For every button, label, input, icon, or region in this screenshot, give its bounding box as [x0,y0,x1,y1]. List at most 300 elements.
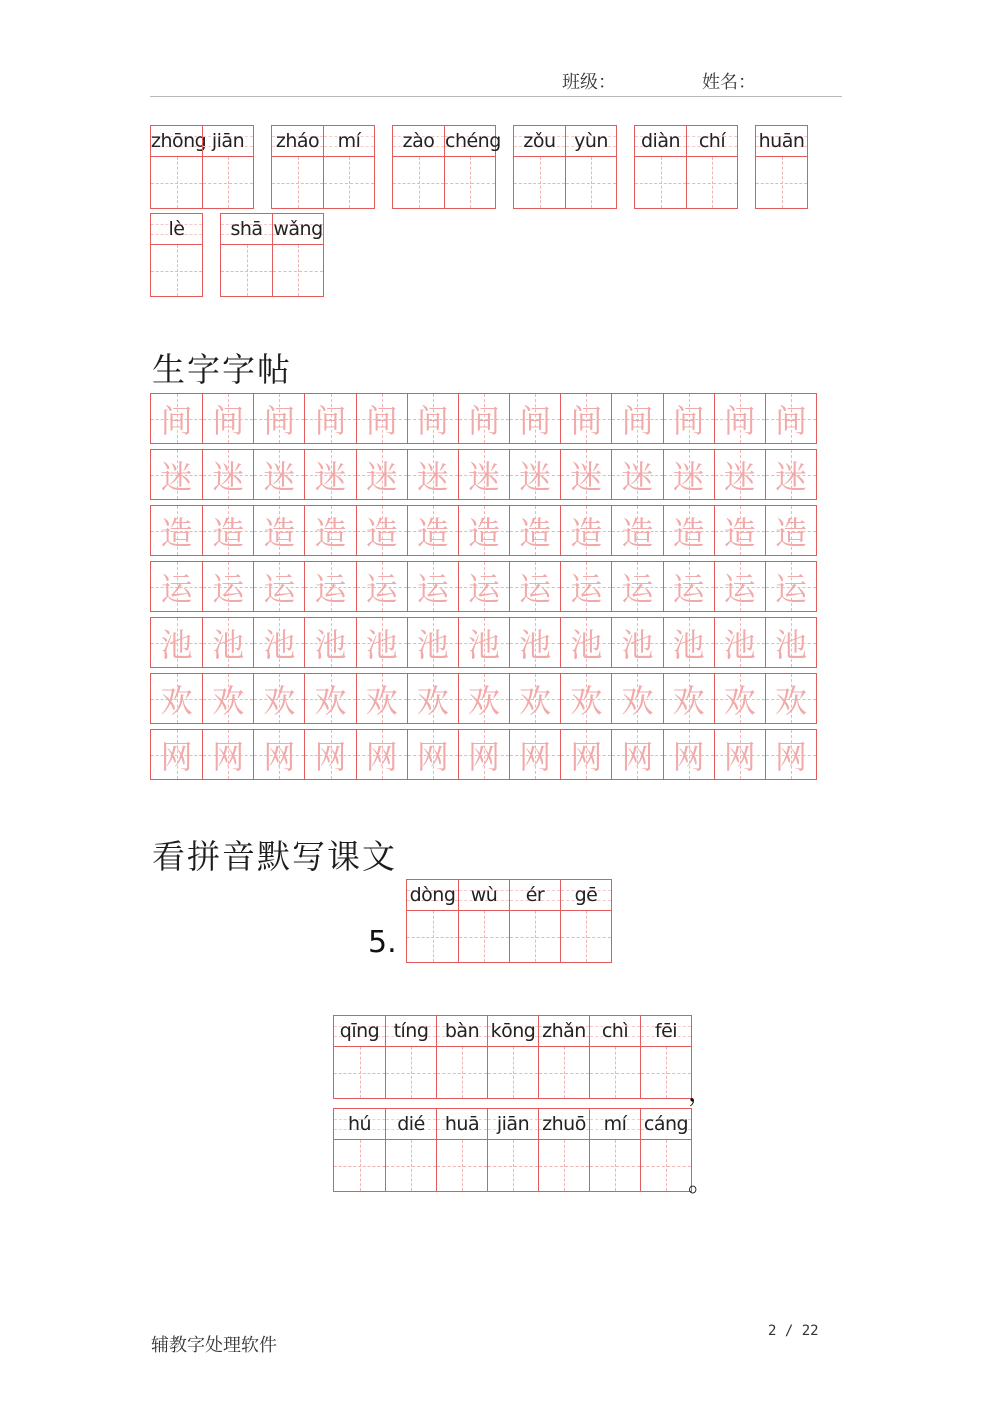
tian-grid [151,156,202,208]
tian-grid [445,156,495,208]
tian-grid [687,156,737,208]
tian-grid [386,1139,436,1191]
trace-cell[interactable] [560,562,611,611]
char-writing-cell[interactable] [560,880,611,962]
char-writing-cell[interactable] [334,1016,385,1098]
trace-character: 欢 [723,681,756,720]
pinyin-syllable: cáng [643,1113,689,1135]
pinyin-syllable: wǎng [273,218,323,240]
trace-character: 造 [212,513,245,552]
tian-grid [393,156,444,208]
pinyin-syllable: tíng [393,1020,429,1042]
copybook-row [150,673,817,724]
trace-character: 网 [263,737,296,776]
trace-character: 造 [723,513,756,552]
trace-character: 池 [519,625,552,664]
tian-grid [641,1139,691,1191]
tian-grid [641,1046,691,1098]
trace-cell[interactable] [304,394,355,443]
trace-character: 池 [263,625,296,664]
trace-cell[interactable] [202,674,253,723]
trace-character: 欢 [365,681,398,720]
trace-character: 间 [519,401,552,440]
trace-character: 间 [570,401,603,440]
char-writing-cell[interactable] [202,126,253,208]
trace-character: 网 [365,737,398,776]
header-divider [150,96,842,97]
vocab-word-box [150,213,203,297]
trace-cell[interactable] [509,506,560,555]
trace-character: 造 [263,513,296,552]
trace-character: 迷 [416,457,449,496]
tian-grid [539,1046,589,1098]
trace-cell[interactable] [253,450,304,499]
char-writing-cell[interactable] [538,1109,589,1191]
trace-character: 运 [365,569,398,608]
trace-character: 间 [314,401,347,440]
trace-cell[interactable] [458,450,509,499]
trace-cell[interactable] [560,618,611,667]
trace-cell[interactable] [509,730,560,779]
trace-cell[interactable] [202,730,253,779]
char-writing-cell[interactable] [686,126,737,208]
trace-cell[interactable] [509,562,560,611]
trace-character: 网 [570,737,603,776]
trace-cell[interactable] [611,618,662,667]
trace-cell[interactable] [458,730,509,779]
trace-cell[interactable] [509,450,560,499]
trace-cell[interactable] [304,506,355,555]
trace-character: 迷 [570,457,603,496]
copybook-row [150,617,817,668]
tian-grid [561,910,611,962]
trace-cell[interactable] [714,394,765,443]
trace-character: 间 [774,401,807,440]
tian-grid [437,1139,487,1191]
trace-character: 造 [570,513,603,552]
trace-character: 池 [314,625,347,664]
tian-grid [203,156,253,208]
tian-grid [590,1046,640,1098]
pinyin-syllable: zhuō [542,1113,586,1135]
char-writing-cell[interactable] [436,1016,487,1098]
trace-character: 运 [468,569,501,608]
trace-cell[interactable] [407,450,458,499]
trace-character: 池 [160,625,193,664]
pinyin-syllable: gē [574,884,598,906]
trace-character: 迷 [621,457,654,496]
trace-cell[interactable] [714,674,765,723]
vocab-word-box [150,125,254,209]
dictation-line-1 [333,1015,692,1099]
trace-cell[interactable] [253,730,304,779]
page-number: 2 / 22 [768,1323,819,1339]
copybook-row [150,449,817,500]
trace-cell[interactable] [663,730,714,779]
trace-character: 迷 [519,457,552,496]
trace-cell[interactable] [407,674,458,723]
trace-cell[interactable] [765,450,816,499]
trace-character: 间 [672,401,705,440]
trace-cell[interactable] [304,450,355,499]
char-writing-cell[interactable] [221,214,272,296]
trace-cell[interactable] [151,562,202,611]
pinyin-syllable: lè [168,218,185,240]
tian-grid [756,156,807,208]
tian-grid [221,244,272,296]
trace-character: 迷 [672,457,705,496]
trace-cell[interactable] [714,562,765,611]
vocab-word-box [392,125,501,209]
trace-character: 池 [416,625,449,664]
trace-character: 欢 [570,681,603,720]
char-writing-cell[interactable] [538,1016,589,1098]
tian-grid [151,244,202,296]
trace-character: 网 [774,737,807,776]
vocab-word-box [220,213,324,297]
trace-character: 造 [672,513,705,552]
char-writing-cell[interactable] [334,1109,385,1191]
trace-character: 造 [160,513,193,552]
pinyin-syllable: kōng [490,1020,536,1042]
char-writing-cell[interactable] [385,1109,436,1191]
tian-grid [635,156,686,208]
trace-character: 间 [160,401,193,440]
pinyin-syllable: jiān [211,130,245,152]
trace-cell[interactable] [663,562,714,611]
pinyin-syllable: hú [347,1113,372,1135]
pinyin-syllable: dòng [409,884,456,906]
trace-cell[interactable] [304,730,355,779]
trace-character: 间 [212,401,245,440]
trace-cell[interactable] [151,730,202,779]
pinyin-syllable: yùn [574,130,608,152]
tian-grid [272,156,323,208]
pinyin-syllable: qīng [339,1020,380,1042]
trace-character: 欢 [519,681,552,720]
tian-grid [488,1139,538,1191]
trace-cell[interactable] [663,618,714,667]
trace-cell[interactable] [151,674,202,723]
trace-cell[interactable] [765,562,816,611]
char-writing-cell[interactable] [151,214,202,296]
trace-character: 运 [570,569,603,608]
char-writing-cell[interactable] [756,126,807,208]
char-writing-cell[interactable] [635,126,686,208]
copybook-row [150,393,817,444]
trace-cell[interactable] [253,394,304,443]
tian-grid [273,244,323,296]
char-writing-cell[interactable] [589,1109,640,1191]
trace-character: 网 [468,737,501,776]
trace-character: 间 [416,401,449,440]
trace-cell[interactable] [253,562,304,611]
trace-character: 造 [365,513,398,552]
trace-character: 造 [519,513,552,552]
trace-character: 欢 [263,681,296,720]
trace-cell[interactable] [304,674,355,723]
trace-cell[interactable] [611,450,662,499]
trace-character: 网 [416,737,449,776]
char-writing-cell[interactable] [436,1109,487,1191]
trace-cell[interactable] [356,730,407,779]
copybook-row [150,561,817,612]
trace-character: 欢 [774,681,807,720]
trace-character: 间 [365,401,398,440]
trace-cell[interactable] [356,506,407,555]
trace-cell[interactable] [202,506,253,555]
char-writing-cell[interactable] [407,880,458,962]
trace-cell[interactable] [509,618,560,667]
vocab-word-box [271,125,375,209]
trace-cell[interactable] [356,562,407,611]
trace-character: 运 [314,569,347,608]
trace-character: 运 [263,569,296,608]
pinyin-syllable: bàn [444,1020,480,1042]
trace-cell[interactable] [663,394,714,443]
vocab-word-box [513,125,617,209]
trace-cell[interactable] [356,618,407,667]
char-writing-cell[interactable] [323,126,374,208]
trace-character: 迷 [365,457,398,496]
period-mark: 。 [688,1168,715,1198]
tian-grid [510,910,560,962]
copybook-row [150,505,817,556]
tian-grid [590,1139,640,1191]
dictation-line-2 [333,1108,692,1192]
tian-grid [407,910,458,962]
char-writing-cell[interactable] [640,1016,691,1098]
pinyin-syllable: huān [758,130,805,152]
trace-character: 造 [314,513,347,552]
trace-cell[interactable] [458,506,509,555]
char-writing-cell[interactable] [514,126,565,208]
char-writing-cell[interactable] [487,1016,538,1098]
trace-cell[interactable] [253,674,304,723]
trace-cell[interactable] [560,730,611,779]
trace-character: 迷 [212,457,245,496]
trace-character: 迷 [314,457,347,496]
trace-cell[interactable] [611,506,662,555]
trace-cell[interactable] [151,506,202,555]
trace-character: 池 [365,625,398,664]
pinyin-syllable: mí [603,1113,627,1135]
trace-cell[interactable] [151,394,202,443]
pinyin-syllable: dié [397,1113,425,1135]
trace-character: 欢 [672,681,705,720]
char-writing-cell[interactable] [385,1016,436,1098]
trace-character: 运 [621,569,654,608]
trace-character: 造 [416,513,449,552]
trace-cell[interactable] [560,394,611,443]
pinyin-syllable: zǒu [523,130,556,152]
trace-cell[interactable] [663,450,714,499]
char-writing-cell[interactable] [272,126,323,208]
trace-character: 间 [621,401,654,440]
trace-character: 欢 [416,681,449,720]
trace-cell[interactable] [765,730,816,779]
trace-cell[interactable] [663,506,714,555]
trace-cell[interactable] [560,674,611,723]
trace-cell[interactable] [765,394,816,443]
trace-cell[interactable] [714,506,765,555]
trace-cell[interactable] [458,394,509,443]
trace-cell[interactable] [202,618,253,667]
trace-character: 间 [723,401,756,440]
name-label: 姓名： [702,72,756,93]
pinyin-syllable: chí [698,130,726,152]
trace-character: 池 [672,625,705,664]
trace-cell[interactable] [356,450,407,499]
tian-grid [324,156,374,208]
dictation-title: 看拼音默写课文 [152,837,397,876]
vocab-word-box [634,125,738,209]
trace-cell[interactable] [509,674,560,723]
trace-cell[interactable] [765,618,816,667]
trace-cell[interactable] [151,618,202,667]
trace-character: 网 [672,737,705,776]
tian-grid [334,1046,385,1098]
pinyin-syllable: zháo [275,130,320,152]
tian-grid [539,1139,589,1191]
trace-cell[interactable] [560,506,611,555]
vocab-word-box [755,125,808,209]
trace-character: 迷 [774,457,807,496]
lesson-title-box [406,879,612,963]
trace-cell[interactable] [253,618,304,667]
trace-cell[interactable] [714,730,765,779]
char-writing-cell[interactable] [151,126,207,208]
tian-grid [386,1046,436,1098]
pinyin-syllable: zào [402,130,435,152]
trace-cell[interactable] [458,562,509,611]
char-writing-cell[interactable] [589,1016,640,1098]
trace-character: 间 [263,401,296,440]
trace-cell[interactable] [202,450,253,499]
trace-character: 运 [416,569,449,608]
trace-character: 间 [468,401,501,440]
char-writing-cell[interactable] [272,214,323,296]
trace-character: 池 [570,625,603,664]
trace-character: 网 [212,737,245,776]
char-writing-cell[interactable] [444,126,501,208]
trace-cell[interactable] [304,618,355,667]
trace-cell[interactable] [202,562,253,611]
lesson-number: 5. [368,925,397,960]
pinyin-syllable: huā [444,1113,480,1135]
trace-cell[interactable] [151,450,202,499]
trace-character: 运 [774,569,807,608]
pinyin-syllable: mí [337,130,361,152]
char-writing-cell[interactable] [640,1109,691,1191]
trace-cell[interactable] [611,562,662,611]
class-label: 班级： [562,72,616,93]
footer-software-name: 辅教字处理软件 [151,1335,277,1356]
pinyin-syllable: chì [601,1020,629,1042]
pinyin-syllable: chéng [445,130,501,152]
trace-character: 运 [519,569,552,608]
trace-character: 运 [212,569,245,608]
trace-character: 池 [621,625,654,664]
char-writing-cell[interactable] [509,880,560,962]
trace-cell[interactable] [611,674,662,723]
trace-character: 网 [314,737,347,776]
trace-character: 迷 [263,457,296,496]
trace-character: 运 [672,569,705,608]
trace-character: 池 [723,625,756,664]
trace-cell[interactable] [611,730,662,779]
trace-character: 运 [160,569,193,608]
pinyin-syllable: jiān [496,1113,530,1135]
trace-character: 池 [774,625,807,664]
trace-character: 迷 [723,457,756,496]
trace-cell[interactable] [407,394,458,443]
trace-character: 池 [468,625,501,664]
char-writing-cell[interactable] [393,126,444,208]
trace-character: 欢 [314,681,347,720]
char-writing-cell[interactable] [565,126,616,208]
copybook-title: 生字字帖 [152,350,292,389]
trace-cell[interactable] [714,618,765,667]
pinyin-syllable: zhōng [151,130,207,152]
trace-cell[interactable] [356,674,407,723]
tian-grid [437,1046,487,1098]
trace-character: 迷 [468,457,501,496]
trace-cell[interactable] [304,562,355,611]
trace-character: 造 [468,513,501,552]
trace-cell[interactable] [202,394,253,443]
tian-grid [514,156,565,208]
tian-grid [334,1139,385,1191]
trace-character: 网 [519,737,552,776]
pinyin-syllable: zhǎn [542,1020,586,1042]
pinyin-syllable: diàn [640,130,681,152]
trace-cell[interactable] [765,506,816,555]
trace-cell[interactable] [509,394,560,443]
trace-cell[interactable] [407,730,458,779]
trace-character: 池 [212,625,245,664]
trace-cell[interactable] [458,618,509,667]
char-writing-cell[interactable] [458,880,509,962]
pinyin-syllable: fēi [654,1020,678,1042]
trace-cell[interactable] [407,618,458,667]
copybook-row [150,729,817,780]
trace-character: 欢 [160,681,193,720]
trace-character: 欢 [468,681,501,720]
trace-character: 运 [723,569,756,608]
trace-character: 网 [160,737,193,776]
tian-grid [566,156,616,208]
pinyin-syllable: shā [230,218,263,240]
trace-character: 欢 [621,681,654,720]
comma-mark: ， [688,1078,715,1108]
trace-cell[interactable] [407,506,458,555]
trace-cell[interactable] [560,450,611,499]
char-writing-cell[interactable] [487,1109,538,1191]
trace-cell[interactable] [458,674,509,723]
trace-cell[interactable] [407,562,458,611]
trace-cell[interactable] [356,394,407,443]
tian-grid [459,910,509,962]
pinyin-syllable: wù [470,884,498,906]
trace-cell[interactable] [611,394,662,443]
trace-cell[interactable] [765,674,816,723]
trace-cell[interactable] [253,506,304,555]
trace-cell[interactable] [663,674,714,723]
trace-cell[interactable] [714,450,765,499]
trace-character: 网 [723,737,756,776]
trace-character: 网 [621,737,654,776]
